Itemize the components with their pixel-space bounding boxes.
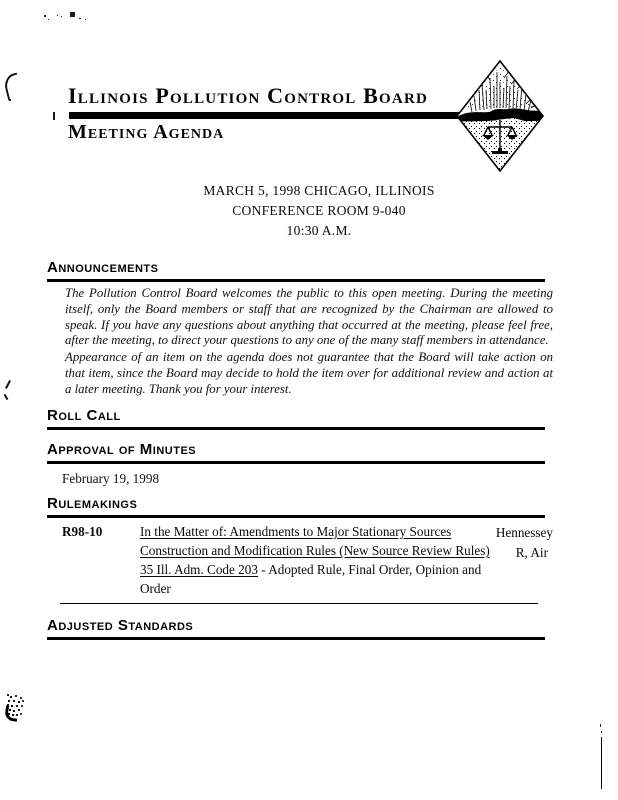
scan-artifact-dot <box>44 15 46 17</box>
scan-artifact-dot <box>79 18 81 19</box>
case-title-underlined: In the Matter of: Amendments to Major Stationary Sources <box>140 524 452 539</box>
meeting-info <box>99 181 539 241</box>
meeting-time: 10:30 A.M. <box>286 223 352 238</box>
case-action: - Adopted Rule, Final Order, Opinion and <box>257 562 482 577</box>
scan-artifact-paren <box>2 73 23 101</box>
section-heading-announcements: Announcements <box>47 259 545 282</box>
case-line <box>140 522 480 541</box>
case-citation-underlined: 35 Ill. Adm. Code 203 <box>140 562 258 577</box>
scan-artifact-tick <box>53 112 55 120</box>
section-heading-rulemakings: Rulemakings <box>47 495 545 518</box>
scan-artifact-stroke <box>5 380 11 389</box>
scan-artifact-smudge-crescent <box>4 705 19 722</box>
title-underline-bar <box>69 112 462 119</box>
section-heading-approval-of-minutes: Approval of Minutes <box>47 441 545 464</box>
meeting-room: CONFERENCE ROOM 9-040 <box>232 203 406 218</box>
case-description <box>140 522 490 598</box>
scan-artifact-dot <box>48 19 49 20</box>
announcements-paragraph-1: The Pollution Control Board welcomes the public to this open meeting. During the meeting itself, only the Board members or staff that are recognized by the Chairman are allowed to speak. If you have any questions about anything that occurred at the meeting, please feel free, after the meeting, to direct your questions to any one of the many staff members in attendance. <box>65 286 553 348</box>
case-line <box>140 541 490 560</box>
scan-artifact-stroke <box>4 394 9 400</box>
minutes-date: February 19, 1998 <box>62 471 160 486</box>
meeting-date-location: MARCH 5, 1998 CHICAGO, ILLINOIS <box>203 183 435 198</box>
document-title: Illinois Pollution Control Board <box>68 83 429 108</box>
scan-artifact-dot <box>57 15 58 16</box>
case-category: R, Air <box>515 545 548 560</box>
board-seal-icon <box>456 60 544 172</box>
announcements-paragraph-2: Appearance of an item on the agenda does not guarantee that the Board will take action on that item, since the Board may decide to hold the item over for additional review and action at a later meeting. Thank you for your interest. <box>65 350 553 396</box>
scan-artifact-vertical-line <box>601 737 602 789</box>
scan-artifact-dot <box>601 731 602 733</box>
case-line <box>140 560 480 579</box>
section-heading-roll-call: Roll Call <box>47 407 545 430</box>
scan-artifact-smudge <box>7 694 9 696</box>
case-title-underlined: Construction and Modification Rules (New Source Review Rules) <box>140 543 490 558</box>
case-action-cont: Order <box>140 581 171 596</box>
scan-artifact-square <box>70 12 75 17</box>
case-assignee: Hennessey <box>495 525 553 540</box>
scan-artifact-dot <box>85 19 86 20</box>
case-separator-rule <box>60 603 538 604</box>
section-heading-adjusted-standards: Adjusted Standards <box>47 617 545 640</box>
scan-artifact-dot <box>600 724 601 727</box>
scan-artifact-dot <box>61 16 62 17</box>
scan-artifact-dot <box>9 99 11 101</box>
document-subtitle: Meeting Agenda <box>68 121 225 143</box>
case-number: R98-10 <box>62 524 103 539</box>
case-line <box>140 579 480 598</box>
